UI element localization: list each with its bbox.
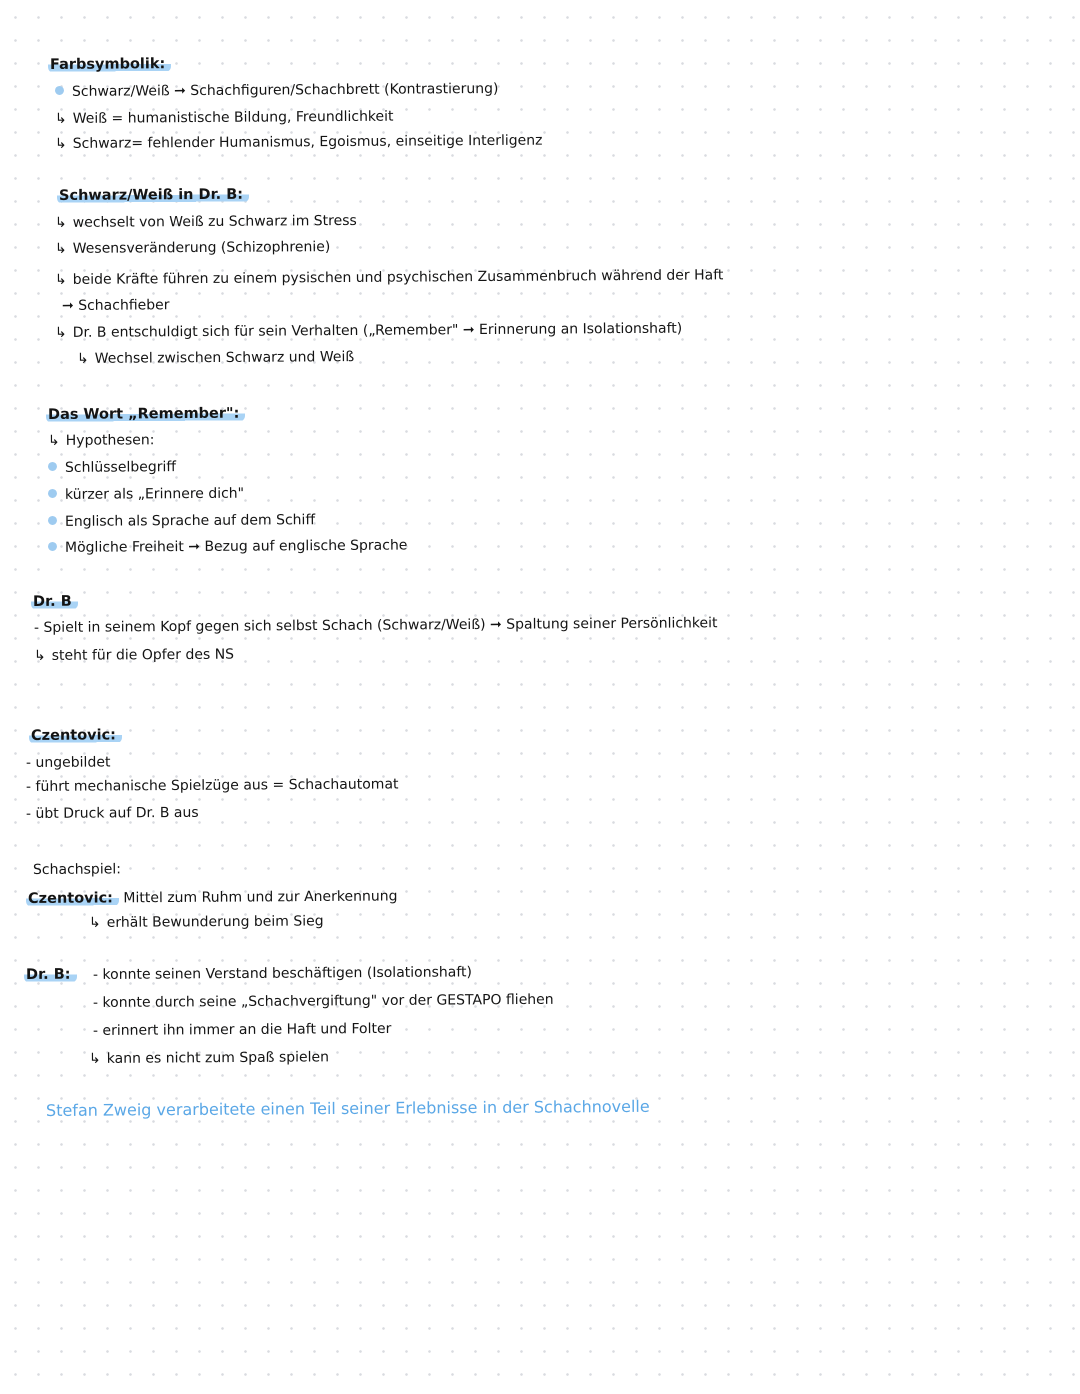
list-item: Mögliche Freiheit ➞ Bezug auf englische Sprache	[48, 536, 408, 557]
section-heading-remember: Das Wort „Remember":	[46, 405, 245, 424]
sub-arrow-icon: ↳	[88, 914, 101, 931]
sub-arrow-icon: ↳	[76, 350, 89, 367]
bullet-dot-icon	[48, 489, 57, 498]
list-item: - übt Druck auf Dr. B aus	[25, 804, 199, 822]
label-dr-b: Dr. B:	[24, 966, 77, 984]
bullet-dot-icon	[48, 462, 57, 471]
sub-arrow-icon: ↳	[88, 1050, 101, 1067]
section-heading-farbsymbolik: Farbsymbolik:	[48, 55, 171, 74]
sub-arrow-icon: ↳	[54, 110, 67, 127]
list-item: - ungebildet	[25, 754, 111, 771]
list-item: - konnte seinen Verstand beschäftigen (Isolationshaft)	[92, 964, 473, 983]
list-item: ↳ beide Kräfte führen zu einem pysischen und psychischen Zusammenbruch während der Haft	[54, 267, 724, 288]
section-heading-czentovic: Czentovic:	[29, 726, 122, 745]
section-heading-schachspiel: Schachspiel:	[32, 861, 121, 878]
list-item: ↳ Wesensveränderung (Schizophrenie)	[54, 239, 331, 257]
list-item: - führt mechanische Spielzüge aus = Schachautomat	[25, 776, 399, 795]
list-item: ↳ steht für die Opfer des NS	[33, 646, 235, 664]
label-czentovic: Czentovic:	[26, 890, 119, 907]
sub-arrow-icon: ↳	[47, 432, 60, 449]
list-item: Schlüsselbegriff	[48, 458, 176, 477]
list-item: - konnte durch seine „Schachvergiftung" vor der GESTAPO fliehen	[92, 991, 554, 1011]
list-item: kürzer als „Erinnere dich"	[48, 485, 244, 504]
list-item: ↳ erhält Bewunderung beim Sieg	[88, 913, 324, 931]
list-item: Czentovic: Mittel zum Ruhm und zur Anerkennung	[27, 888, 398, 907]
list-item: ↳ Wechsel zwischen Schwarz und Weiß	[76, 349, 355, 367]
sub-arrow-icon: ↳	[54, 214, 67, 231]
bullet-dot-icon	[48, 542, 57, 551]
sub-arrow-icon: ↳	[54, 135, 67, 152]
section-heading-dr-b: Dr. B	[31, 593, 78, 611]
list-item: - Spielt in seinem Kopf gegen sich selbst Schach (Schwarz/Weiß) ➞ Spaltung seiner Persönlichkeit	[33, 615, 718, 636]
bullet-dot-icon	[48, 516, 57, 525]
list-item: ➞ Schachfieber	[61, 297, 170, 314]
sub-arrow-icon: ↳	[33, 647, 46, 664]
list-item: Schwarz/Weiß ➞ Schachfiguren/Schachbrett (Kontrastierung)	[55, 80, 499, 101]
list-item: ↳ Weiß = humanistische Bildung, Freundlichkeit	[54, 108, 394, 127]
section-heading-schwarz-weiss: Schwarz/Weiß in Dr. B:	[57, 186, 249, 205]
list-item: ↳ Dr. B entschuldigt sich für sein Verhalten („Remember" ➞ Erinnerung an Isolationshaft)	[54, 320, 683, 341]
sub-arrow-icon: ↳	[54, 324, 67, 341]
footer-note: Stefan Zweig verarbeitete einen Teil seiner Erlebnisse in der Schachnovelle	[45, 1096, 650, 1120]
sub-arrow-icon: ↳	[54, 240, 67, 257]
list-item: Englisch als Sprache auf dem Schiff	[48, 511, 315, 531]
sub-arrow-icon: ↳	[54, 271, 67, 288]
list-item: ↳ Schwarz= fehlender Humanismus, Egoismus, einseitige Interligenz	[54, 132, 543, 152]
list-item: - erinnert ihn immer an die Haft und Folter	[92, 1020, 392, 1039]
bullet-dot-icon	[55, 86, 64, 95]
list-item: ↳ Hypothesen:	[47, 432, 155, 449]
list-item: ↳ kann es nicht zum Spaß spielen	[88, 1049, 330, 1067]
list-item: ↳ wechselt von Weiß zu Schwarz im Stress	[54, 212, 357, 231]
